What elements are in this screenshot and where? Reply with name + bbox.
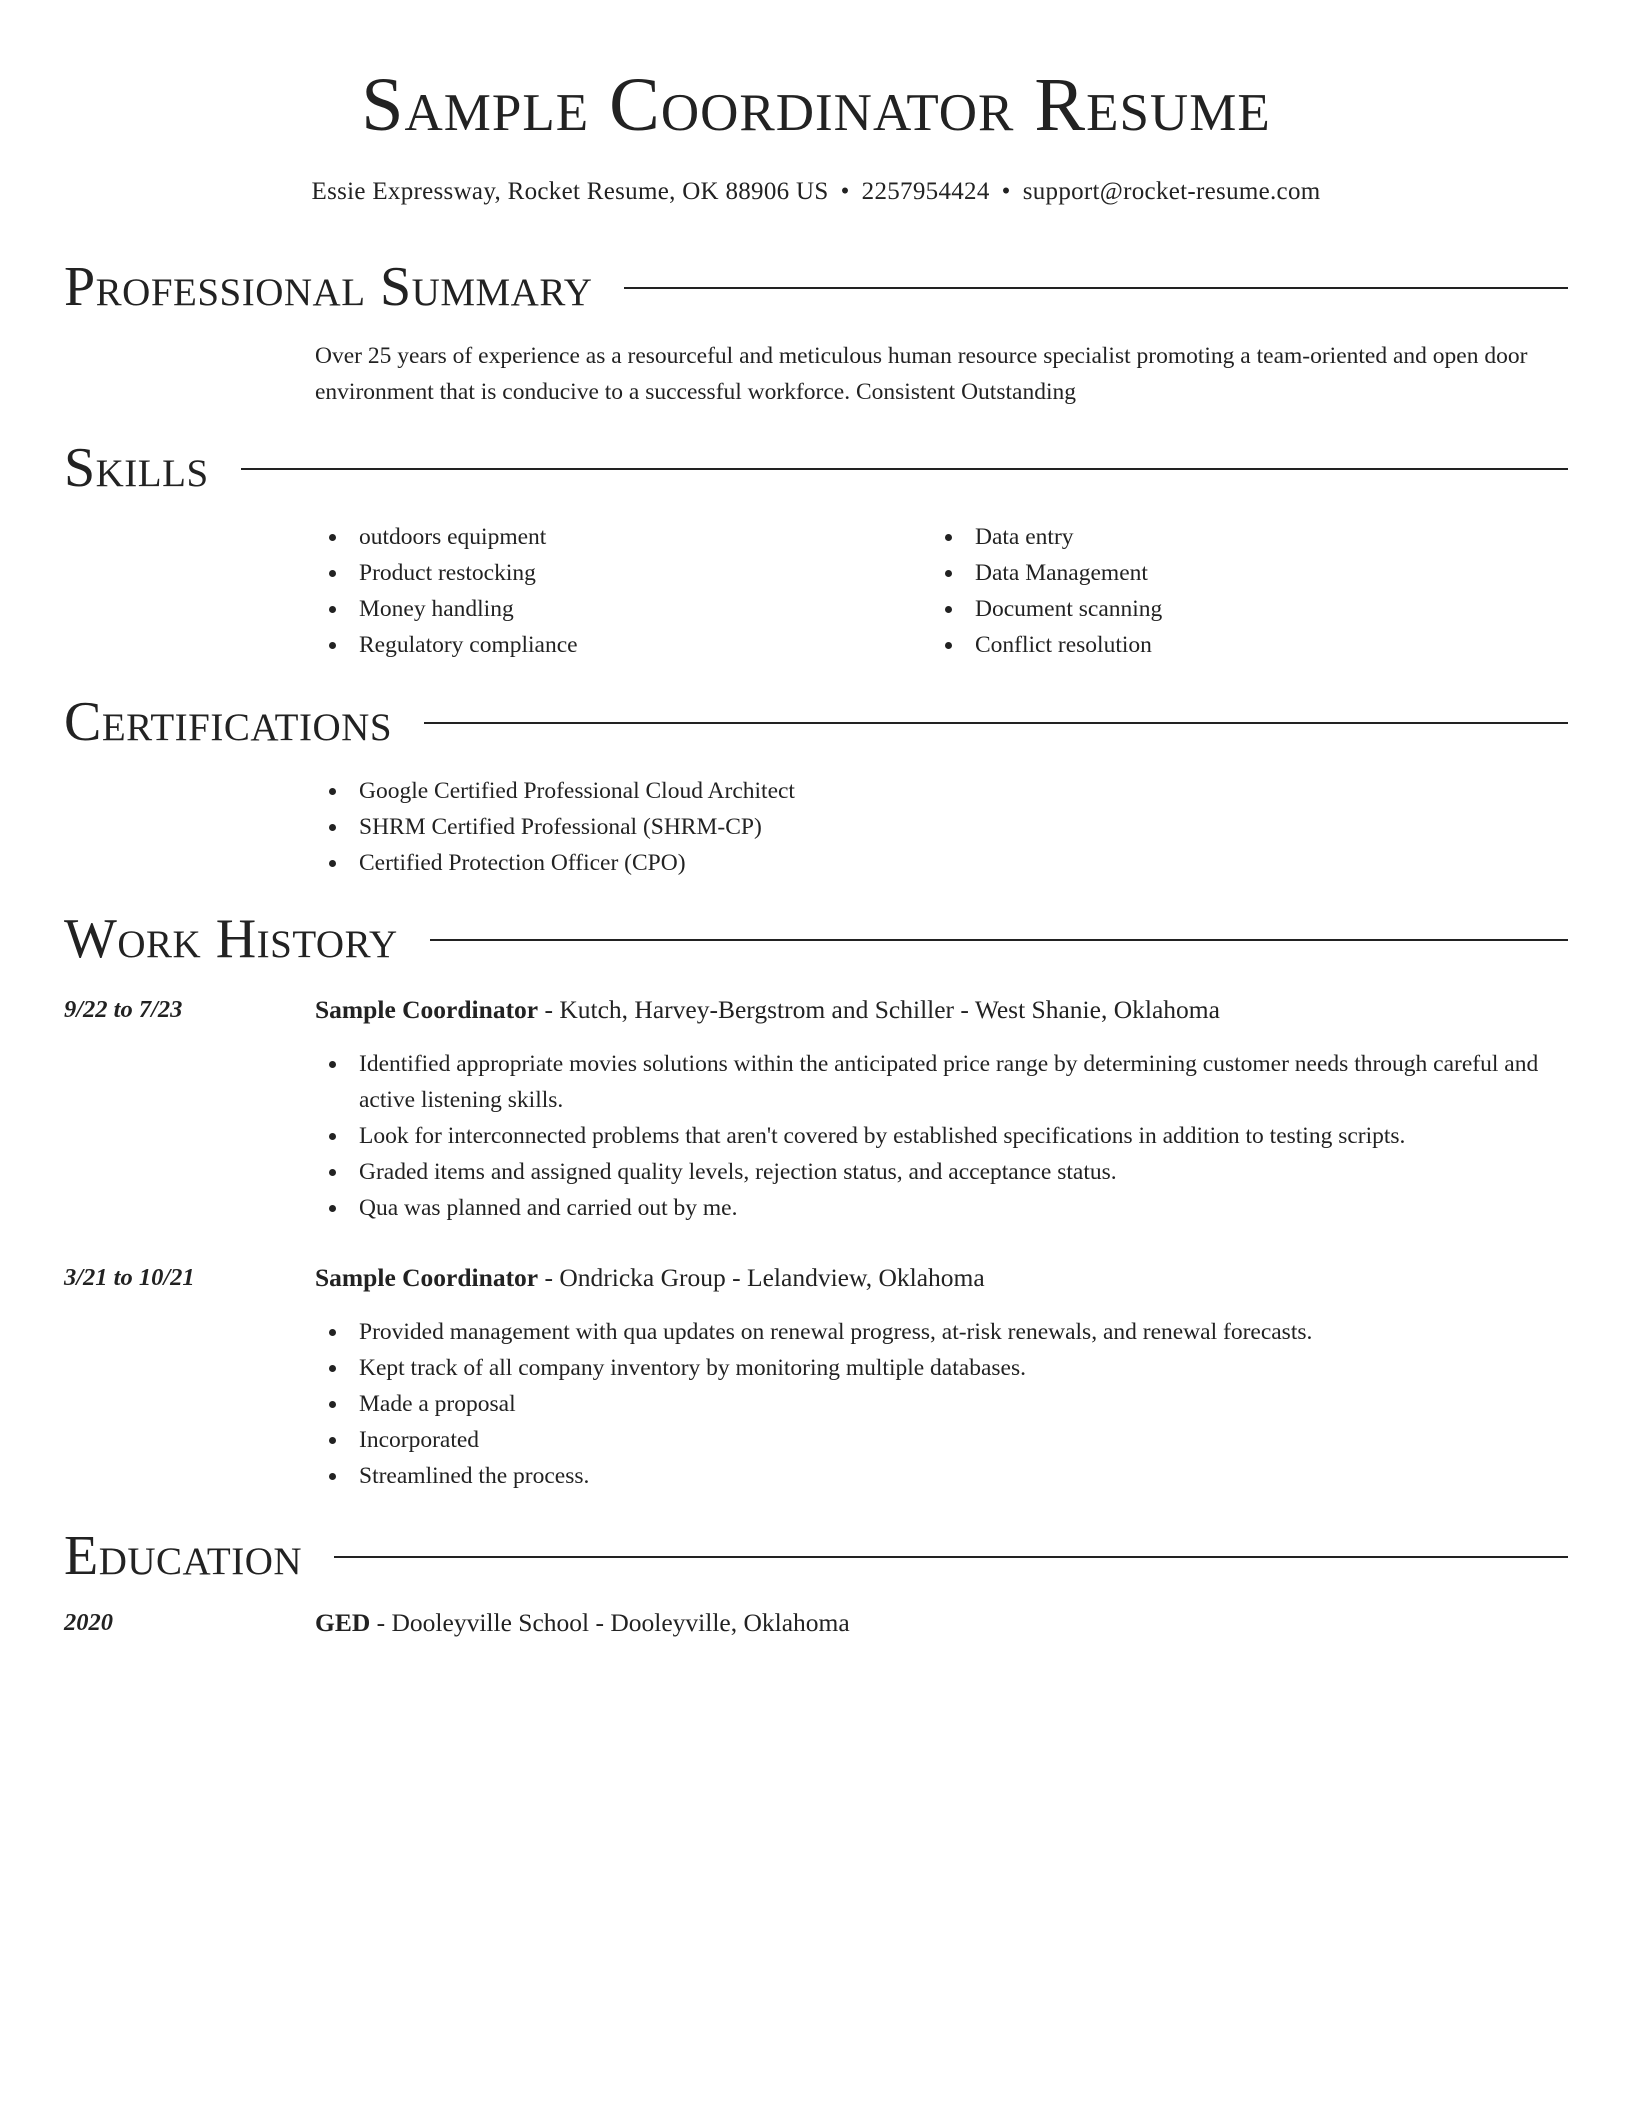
certification-item: [315, 809, 1565, 845]
bullet-icon: [329, 1365, 336, 1372]
section-header-summary: [64, 255, 1568, 319]
skill-text: Data entry: [975, 524, 1074, 550]
skill-item: [315, 627, 915, 663]
job-bullet-text: Look for interconnected problems that aren't covered by established specifications in addition to testing scripts.: [359, 1123, 1406, 1149]
section-divider: [241, 468, 1568, 470]
education-year: 2020: [64, 1609, 113, 1636]
job-bullet-text: Graded items and assigned quality levels, rejection status, and acceptance status.: [359, 1159, 1117, 1185]
job-bullet: [315, 1458, 1570, 1494]
section-divider: [624, 287, 1568, 289]
contact-separator: •: [840, 178, 850, 205]
job-bullet-text: Kept track of all company inventory by monitoring multiple databases.: [359, 1355, 1026, 1381]
bullet-icon: [945, 570, 952, 577]
skill-item: [315, 555, 915, 591]
bullet-icon: [329, 824, 336, 831]
section-divider: [334, 1556, 1568, 1558]
bullet-icon: [329, 860, 336, 867]
job-responsibilities: [315, 1314, 1570, 1494]
job-role: Sample Coordinator: [315, 1263, 539, 1292]
job-bullet: [315, 1190, 1570, 1226]
skills-list-right: [931, 519, 1531, 663]
contact-address: Essie Expressway, Rocket Resume, OK 88906 US: [311, 178, 829, 205]
section-divider: [424, 722, 1568, 724]
section-title-education: Education: [64, 1525, 303, 1587]
skills-list-left: [315, 519, 915, 663]
skill-text: Money handling: [359, 596, 514, 622]
bullet-icon: [329, 1473, 336, 1480]
certification-item: [315, 845, 1565, 881]
job-bullet: [315, 1118, 1570, 1154]
education-school: - Dooleyville School - Dooleyville, Oklahoma: [370, 1608, 850, 1637]
job-title-line: [315, 992, 1220, 1028]
summary-text: Over 25 years of experience as a resourceful and meticulous human resource specialist promoting a team-oriented and open door environment that is conducive to a successful workforce. Consistent Outstanding: [315, 343, 1528, 405]
bullet-icon: [329, 1401, 336, 1408]
bullet-icon: [329, 788, 336, 795]
section-header-work-history: [64, 907, 1568, 971]
job-bullet-text: Made a proposal: [359, 1391, 516, 1417]
skill-text: Data Management: [975, 560, 1148, 586]
section-title-skills: Skills: [64, 437, 209, 499]
skill-item: [931, 519, 1531, 555]
skill-item: [315, 519, 915, 555]
job-bullet-text: Qua was planned and carried out by me.: [359, 1195, 738, 1221]
job-bullet-text: Streamlined the process.: [359, 1463, 590, 1489]
section-header-certifications: [64, 690, 1568, 754]
bullet-icon: [945, 642, 952, 649]
job-bullet: [315, 1422, 1570, 1458]
job-employer: - Kutch, Harvey-Bergstrom and Schiller - West Shanie, Oklahoma: [538, 995, 1220, 1024]
bullet-icon: [945, 606, 952, 613]
skill-item: [931, 591, 1531, 627]
bullet-icon: [329, 570, 336, 577]
education-degree: GED: [315, 1608, 371, 1637]
job-bullet-text: Identified appropriate movies solutions within the anticipated price range by determining customer needs through careful and active listening skills.: [359, 1051, 1539, 1113]
job-dates: 9/22 to 7/23: [64, 996, 183, 1023]
section-title-certifications: Certifications: [64, 691, 393, 753]
job-bullet: [315, 1386, 1570, 1422]
contact-line: [0, 174, 1632, 210]
skill-text: Conflict resolution: [975, 632, 1152, 658]
job-role: Sample Coordinator: [315, 995, 539, 1024]
skill-item: [315, 591, 915, 627]
job-bullet: [315, 1314, 1570, 1350]
certification-text: Google Certified Professional Cloud Architect: [359, 778, 795, 804]
section-header-skills: [64, 436, 1568, 500]
resume-title: Sample Coordinator Resume: [361, 63, 1271, 147]
job-bullet-text: Incorporated: [359, 1427, 480, 1453]
job-bullet: [315, 1154, 1570, 1190]
section-title-work-history: Work History: [64, 908, 398, 970]
certification-text: SHRM Certified Professional (SHRM-CP): [359, 814, 762, 840]
education-line: [315, 1605, 850, 1641]
job-bullet: [315, 1350, 1570, 1386]
job-title-line: [315, 1260, 985, 1296]
bullet-icon: [329, 1437, 336, 1444]
job-employer: - Ondricka Group - Lelandview, Oklahoma: [538, 1263, 985, 1292]
bullet-icon: [329, 1169, 336, 1176]
certification-item: [315, 773, 1565, 809]
skill-text: Product restocking: [359, 560, 536, 586]
bullet-icon: [329, 1329, 336, 1336]
job-bullet: [315, 1046, 1570, 1118]
section-title-summary: Professional Summary: [64, 256, 593, 318]
section-divider: [430, 939, 1568, 941]
skill-text: Regulatory compliance: [359, 632, 578, 658]
job-dates: 3/21 to 10/21: [64, 1264, 195, 1291]
bullet-icon: [329, 642, 336, 649]
skill-item: [931, 555, 1531, 591]
contact-phone: 2257954424: [861, 178, 990, 205]
contact-email[interactable]: support@rocket-resume.com: [1022, 178, 1321, 205]
certifications-list: [315, 773, 1565, 881]
contact-separator: •: [1001, 178, 1011, 205]
bullet-icon: [329, 1205, 336, 1212]
skill-text: Document scanning: [975, 596, 1163, 622]
skill-item: [931, 627, 1531, 663]
bullet-icon: [945, 534, 952, 541]
skill-text: outdoors equipment: [359, 524, 547, 550]
bullet-icon: [329, 606, 336, 613]
certification-text: Certified Protection Officer (CPO): [359, 850, 686, 876]
bullet-icon: [329, 1061, 336, 1068]
section-header-education: [64, 1524, 1568, 1588]
bullet-icon: [329, 1133, 336, 1140]
job-responsibilities: [315, 1046, 1570, 1226]
bullet-icon: [329, 534, 336, 541]
job-bullet-text: Provided management with qua updates on renewal progress, at-risk renewals, and renewal forecasts.: [359, 1319, 1313, 1345]
